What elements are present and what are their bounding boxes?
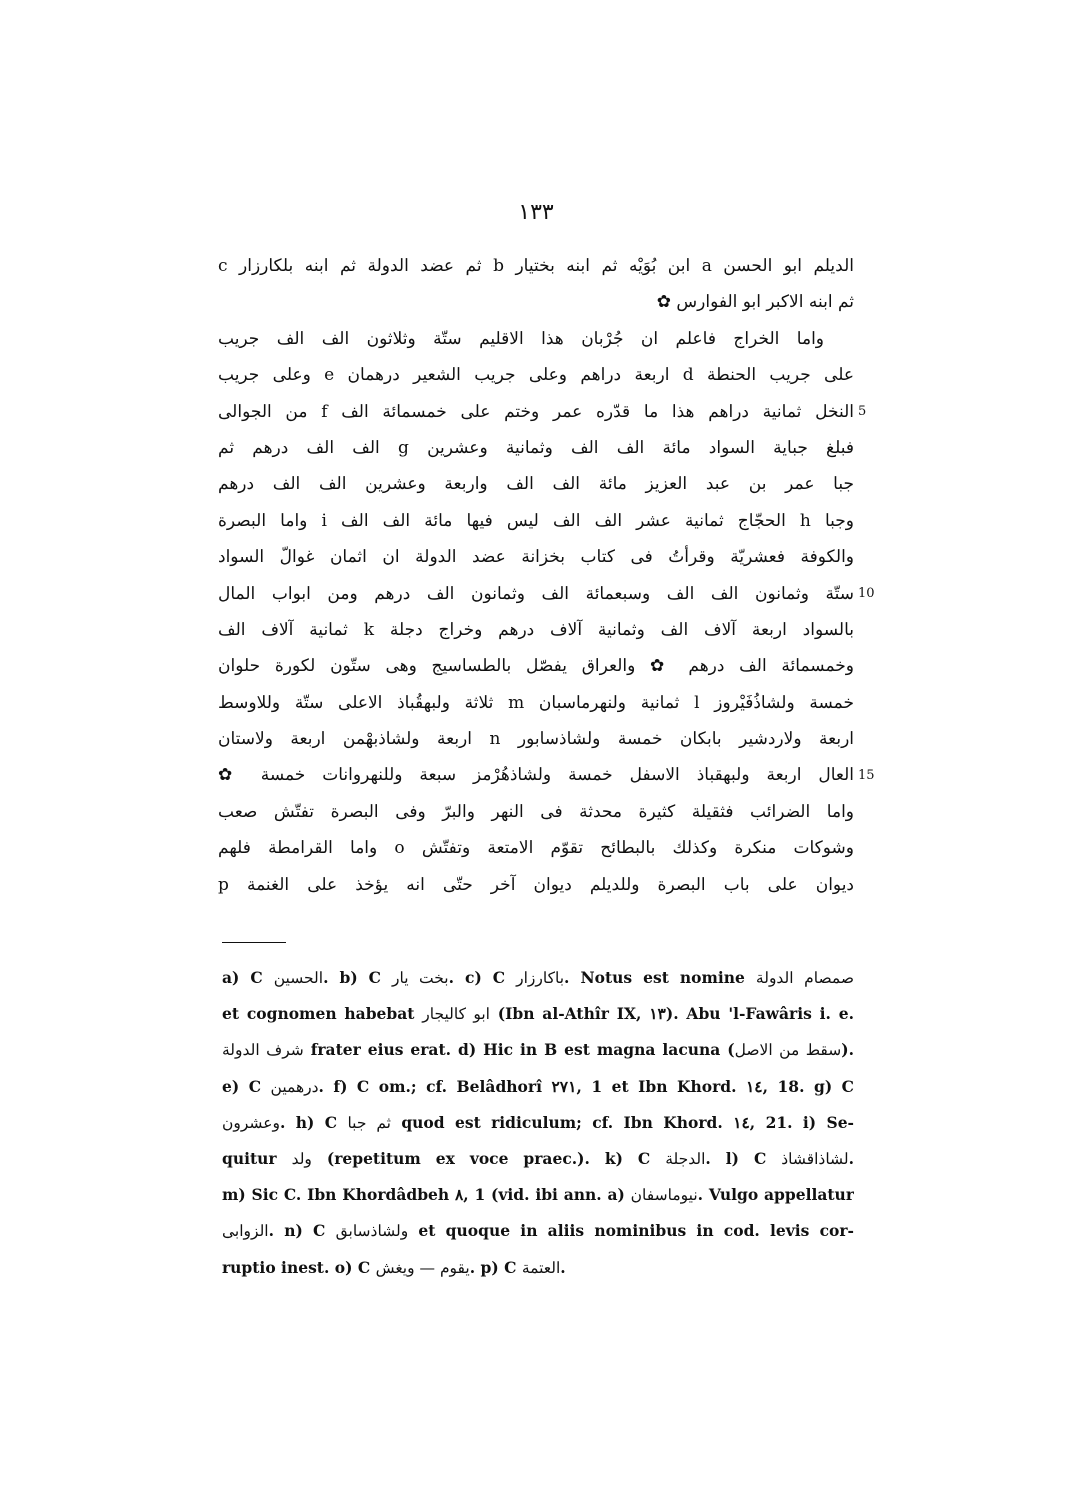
- footnote-latin-text: . f) C om.; cf. Belâdhorî ٢٧١, 1 et Ibn Khord. ١٤, 18. g) C: [318, 1076, 854, 1096]
- footnote-arabic-text: ثم جبا: [347, 1113, 391, 1132]
- footnote-arabic-text: سقط من الاصل: [734, 1041, 842, 1060]
- text-line: على جريب الحنطة d اربعة دراهم وعلى جريب الشعير درهمان e وعلى جريب: [218, 365, 854, 386]
- footnote-latin-text: quitur: [222, 1148, 292, 1168]
- text-line: فبلغ جباية السواد مائة الف الف وثمانية وعشرين g الف الف درهم ثم: [218, 437, 854, 458]
- footnote-arabic-text: ولشاذسابق: [335, 1222, 409, 1241]
- footnote-latin-text: et quoque in aliis nominibus in cod. levis cor-: [408, 1221, 854, 1241]
- footnote-line: [222, 996, 854, 1032]
- footnote-latin-text: et cognomen habebat: [222, 1004, 423, 1024]
- text-line: وخمسمائة الف درهم ✿ والعراق يفصّل بالطساسيج وهى ستّون لكورة حلوان: [218, 656, 854, 677]
- text-line: واما الخراج فاعلم ان جُرْبان هذا الاقليم ستّة وثلاثون الف الف جريب: [218, 328, 825, 349]
- footnote-arabic-text: درهمين: [270, 1077, 319, 1096]
- footnote-latin-text: m) Sic C. Ibn Khordâdbeh ٨, 1 (vid. ibi ann. a): [222, 1185, 631, 1205]
- footnote-latin-text: . c) C: [448, 968, 517, 987]
- footnote-latin-text: quod est ridiculum; cf. Ibn Khord. ١٤, 21. i) Se-: [390, 1112, 854, 1132]
- footnote-arabic-text: العتمة: [521, 1258, 561, 1277]
- text-line: اربعة ولاردشير بابكان خمسة ولشاذسابور n اربعة ولشاذبهْمن اربعة ولاستان: [218, 729, 854, 750]
- footnote-latin-text: (Ibn al-Athîr IX, ١٣). Abu 'l-Fawâris i. e.: [489, 1004, 854, 1024]
- footnote-arabic-text: لشاذاقشاذ: [781, 1149, 849, 1168]
- footnote-latin-text: a) C: [222, 968, 274, 987]
- text-line: العال اربعة ولبهقباذ الاسفل خمسة ولشاذهُرْمز سبعة وللنهروانات خمسة ✿: [218, 765, 854, 786]
- footnote-line: [222, 1250, 854, 1286]
- footnote-latin-text: . n) C: [268, 1221, 336, 1241]
- footnote-separator: [222, 942, 286, 943]
- text-line: بالسواد اربعة آلاف الف وثمانية آلاف درهم وخراج دجلة k ثمانية آلاف الف: [218, 619, 854, 640]
- main-text-block: [218, 248, 854, 903]
- footnote-arabic-text: شرف الدولة: [222, 1041, 304, 1060]
- footnote-arabic-text: الدجلة: [665, 1149, 706, 1168]
- footnote-latin-text: ruptio inest. o) C: [222, 1257, 376, 1277]
- footnotes-block: [222, 960, 854, 1286]
- line-number: 15: [858, 767, 875, 783]
- text-line: ستّة وثمانون الف الف وسبعمائة الف وثمانون الف درهم ومن ابواب المال: [218, 583, 854, 604]
- footnote-latin-text: . l) C: [705, 1148, 782, 1168]
- footnote-arabic-text: وعشرون: [222, 1113, 280, 1132]
- footnote-latin-text: frater eius erat. d) Hic in B est magna lacuna (: [303, 1040, 735, 1060]
- footnote-latin-text: (repetitum ex voce praec.). k) C: [311, 1148, 666, 1168]
- text-line: جبا عمر بن عبد العزيز مائة الف الف واربعة وعشرين الف الف درهم: [218, 474, 854, 495]
- footnote-latin-text: .: [848, 1148, 854, 1168]
- footnote-latin-text: . b) C: [323, 968, 392, 987]
- footnote-arabic-text: الزوابى: [222, 1222, 269, 1241]
- footnote-line: [222, 1069, 854, 1105]
- line-number: 5: [858, 403, 867, 419]
- text-line: ديوان على باب البصرة وللديلم ديوان آخر حتّى انه يؤخذ على الغنمة p: [218, 874, 854, 895]
- text-line: واما الضرائب فثقيلة كثيرة محدثة فى النهر والبرّ وفى البصرة تفتّش صعب: [218, 801, 854, 822]
- footnote-arabic-text: بخت يار: [392, 969, 449, 987]
- footnote-latin-text: . Vulgo appellatur: [697, 1185, 854, 1205]
- footnote-line: [222, 1141, 854, 1177]
- footnote-latin-text: .: [560, 1257, 566, 1277]
- text-line: وشوكات منكرة وكذلك بالبطائح تقوّم الامتعة وتفتّش o واما القرامطة فلهم: [218, 838, 854, 859]
- footnote-line: [222, 960, 854, 996]
- footnote-latin-text: ).: [841, 1040, 854, 1060]
- line-number: 10: [858, 585, 875, 601]
- text-line: النخل ثمانية دراهم هذا ما قدّره عمر وختم على خمسمائة الف f من الجوالى: [218, 401, 854, 422]
- footnote-latin-text: e) C: [222, 1076, 271, 1096]
- footnote-line: [222, 1177, 854, 1213]
- footnote-arabic-text: صمصام الدولة: [755, 969, 854, 987]
- footnote-arabic-text: نيوماسفان: [630, 1186, 698, 1205]
- footnote-latin-text: . p) C: [469, 1257, 522, 1277]
- footnote-arabic-text: ابو كاليجار: [422, 1005, 490, 1024]
- text-line: الديلم ابو الحسن a ابن بُوَيْه ثم ابنه بختيار b ثم عضد الدولة ثم ابنه بلكارزار c: [218, 256, 854, 276]
- footnote-arabic-text: باكارزار: [516, 969, 565, 987]
- footnote-line: [222, 1213, 854, 1249]
- page-number: ١٣٣: [518, 200, 554, 225]
- text-line: وجبا h الحجّاج ثمانية عشر الف الف ليس فيها مائة الف الف i واما البصرة: [218, 510, 854, 531]
- text-line: خمسة ولشاذُفَيْروز l ثمانية ولنهرماسبان m ثلاثة ولبهقُباذ الاعلى ستّة وللاوسط: [218, 692, 854, 713]
- footnote-latin-text: . h) C: [279, 1112, 348, 1132]
- footnote-latin-text: . Notus est nomine: [564, 968, 756, 987]
- footnote-arabic-text: يقوم — ويغش: [375, 1258, 470, 1277]
- text-line: ثم ابنه الاكبر ابو الفوارس ✿: [656, 292, 854, 313]
- footnote-line: [222, 1032, 854, 1068]
- footnote-line: [222, 1105, 854, 1141]
- footnote-arabic-text: ولد: [291, 1149, 312, 1168]
- text-line: والكوفة فعشريّة وقرأتُ فى كتاب بخزانة عضد الدولة ان اثمان غوالّ السواد: [218, 547, 854, 568]
- footnote-arabic-text: الحسين: [273, 969, 324, 987]
